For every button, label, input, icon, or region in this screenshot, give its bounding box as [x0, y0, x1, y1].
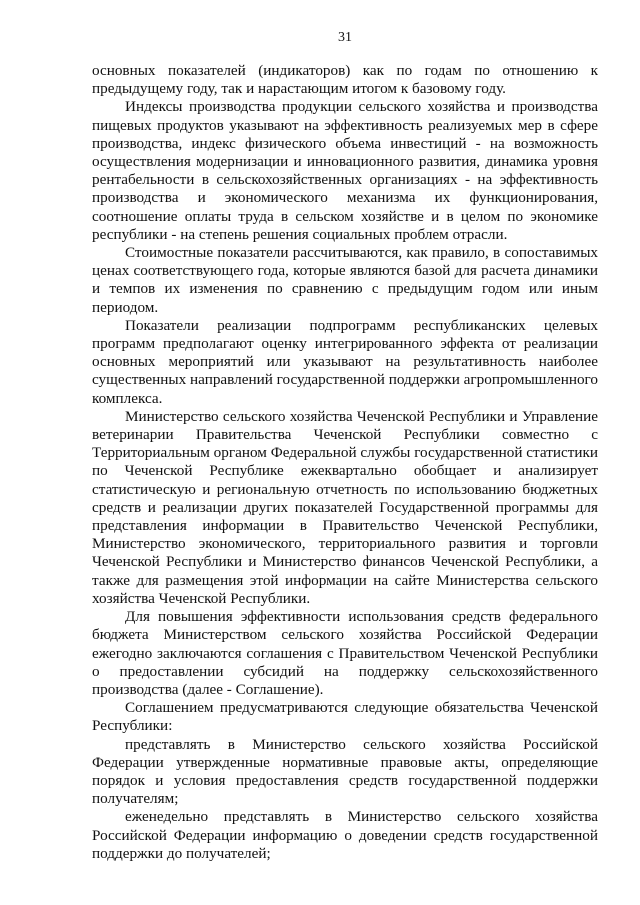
paragraph-agreement-obligations: Соглашением предусматриваются следующие обязательства Чеченской Республики: — [92, 699, 598, 735]
paragraph-production-indices: Индексы производства продукции сельского хозяйства и производства пищевых продуктов указывают на эффективность реализуемых мер в сфере производства, индекс физического объема инвестиций - на возможность осуществления модернизации и инновационного развития, динамика уровня рентабельности в сельскохозяйственных организациях - на эффективность производства и экономического механизма их функционирования, соотношение оплаты труда в сельском хозяйстве и в целом по экономике республики - на степень решения социальных проблем отрасли. — [92, 98, 598, 243]
paragraph-obligation-normative-acts: представлять в Министерство сельского хозяйства Российской Федерации утвержденные нормативные правовые акты, определяющие порядок и условия предоставления средств государственной поддержки получателям; — [92, 735, 598, 808]
paragraph-obligation-weekly-info: еженедельно представлять в Министерство сельского хозяйства Российской Федерации информацию о доведении средств государственной поддержки до получателей; — [92, 808, 598, 862]
paragraph-subprogram-indicators: Показатели реализации подпрограмм республиканских целевых программ предполагают оценку интегрированного эффекта от реализации основных мероприятий или указывают на результативность наиболее существенных направлений государственной поддержки агропромышленного комплекса. — [92, 316, 598, 407]
paragraph-ministry-reporting: Министерство сельского хозяйства Чеченской Республики и Управление ветеринарии Правительства Чеченской Республики совместно с Территориальным органом Федеральной службы государственной статистики по Чеченской Республике ежеквартально обобщает и анализирует статистическую и региональную отчетность по использованию бюджетных средств и реализации других показателей Государственной программы для представления информации в Правительство Чеченской Республики, Министерство экономического, территориального развития и торговли Чеченской Республики и Министерство финансов Чеченской Республики, а также для размещения этой информации на сайте Министерства сельского хозяйства Чеченской Республики. — [92, 407, 598, 607]
paragraph-cost-indicators: Стоимостные показатели рассчитываются, как правило, в сопоставимых ценах соответствующего года, которые являются базой для расчета динамики и темпов их изменения по сравнению с предыдущим годом или иным периодом. — [92, 244, 598, 316]
paragraph-indicators-continuation: основных показателей (индикаторов) как по годам по отношению к предыдущему году, так и нарастающим итогом к базовому году. — [92, 62, 598, 98]
paragraph-federal-budget-agreements: Для повышения эффективности использования средств федерального бюджета Министерством сельского хозяйства Российской Федерации ежегодно заключаются соглашения с Правительством Чеченской Республики о предоставлении субсидий на поддержку сельскохозяйственного производства (далее - Соглашение). — [92, 608, 598, 698]
document-page — [92, 29, 598, 863]
page-number: 31 — [338, 30, 352, 45]
